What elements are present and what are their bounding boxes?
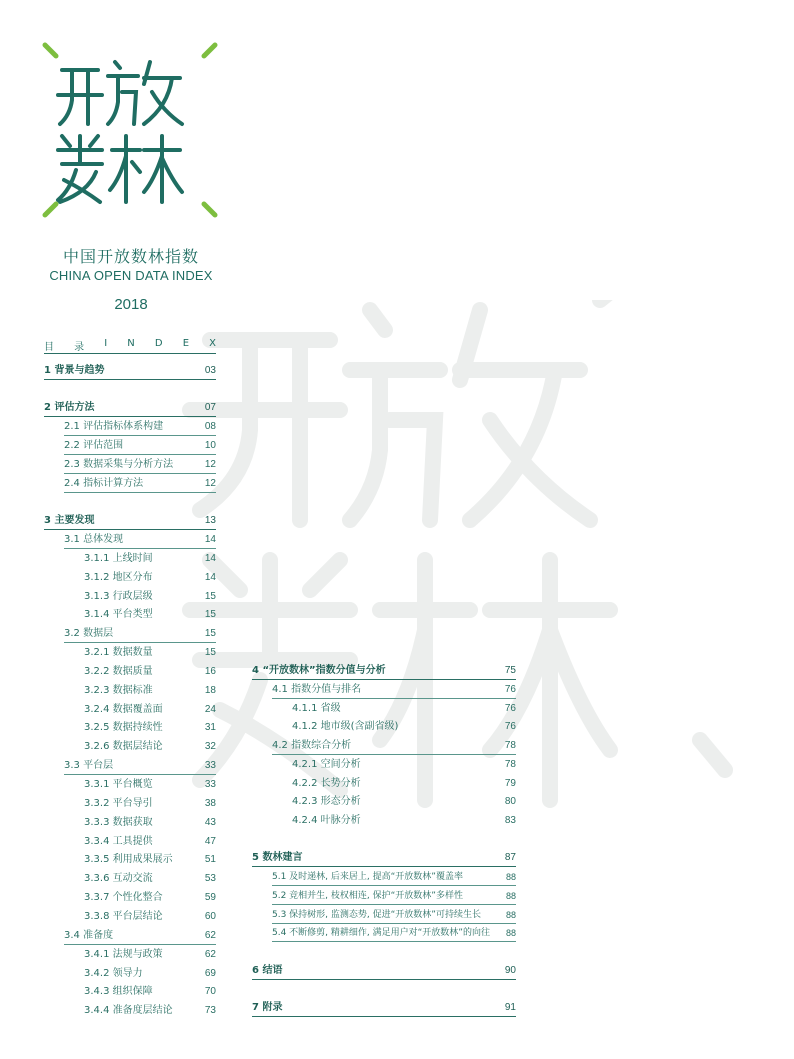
toc-entry[interactable] — [64, 625, 216, 643]
toc-entry[interactable] — [272, 924, 516, 942]
toc-entry-page: 14 — [204, 552, 216, 564]
toc-entry[interactable] — [84, 569, 216, 587]
toc-entry-page: 32 — [204, 741, 216, 753]
toc-entry-label: 3.3.6 互动交流 — [84, 873, 153, 885]
toc-entry-rule — [44, 416, 216, 417]
toc-heading-char: E — [182, 338, 190, 349]
toc-entry[interactable] — [84, 946, 216, 964]
toc-entry-page: 13 — [204, 515, 216, 527]
toc-entry-page: 12 — [204, 458, 216, 470]
toc-entry-label: 3.2.2 数据质量 — [84, 665, 153, 677]
toc-entry-page: 79 — [504, 777, 516, 789]
toc-entry[interactable] — [292, 793, 516, 811]
toc-entry-label: 2.4 指标计算方法 — [64, 477, 144, 489]
toc-entry[interactable] — [84, 644, 216, 662]
toc-entry-label: 4.1 指数分值与排名 — [272, 683, 362, 695]
toc-entry-label: 4.2.3 形态分析 — [292, 796, 361, 808]
toc-entry-page: 88 — [505, 909, 516, 920]
toc-entry-label: 3.3.4 工具提供 — [84, 835, 153, 847]
toc-entry-page: 87 — [504, 852, 516, 864]
toc-entry[interactable] — [84, 682, 216, 700]
toc-entry-page: 88 — [505, 890, 516, 901]
toc-entry-label: 4.2.1 空间分析 — [292, 758, 361, 770]
toc-entry[interactable] — [64, 531, 216, 549]
toc-entry-rule — [64, 473, 216, 474]
toc-heading-char: N — [127, 338, 135, 349]
toc-entry-page: 51 — [204, 854, 216, 866]
toc-entry[interactable] — [252, 999, 516, 1017]
toc-entry-page: 15 — [204, 628, 216, 640]
toc-entry[interactable] — [84, 965, 216, 983]
toc-entry-page: 78 — [504, 740, 516, 751]
toc-entry[interactable] — [272, 887, 516, 905]
toc-heading-char: D — [154, 338, 163, 349]
toc-entry-label: 4.1.2 地市级(含副省级) — [292, 721, 399, 733]
toc-entry[interactable] — [252, 962, 516, 980]
toc-entry-page: 33 — [204, 779, 216, 790]
toc-entry-page: 43 — [204, 816, 216, 828]
toc-entry[interactable] — [252, 849, 516, 867]
toc-entry-rule — [252, 979, 516, 980]
toc-entry[interactable] — [84, 983, 216, 1001]
toc-entry-page: 69 — [204, 967, 216, 979]
toc-entry-rule — [64, 454, 216, 455]
toc-entry-page: 15 — [204, 647, 216, 659]
toc-entry-page: 75 — [504, 665, 516, 676]
toc-entry[interactable] — [84, 814, 216, 832]
toc-entry-label: 3.3.1 平台概览 — [84, 779, 153, 790]
toc-entry-label: 3 主要发现 — [44, 515, 95, 527]
toc-heading-char: X — [209, 338, 216, 349]
toc-entry-label: 3.1 总体发现 — [64, 533, 124, 545]
toc-entry-label: 3.1.3 行政层级 — [84, 590, 153, 602]
toc-entry[interactable] — [84, 795, 216, 813]
toc-entry[interactable] — [272, 681, 516, 699]
toc-entry-label: 5.2 竞相并生, 枝权相连, 保护“开放数林”多样性 — [272, 890, 463, 901]
toc-entry[interactable] — [84, 719, 216, 737]
toc-entry-label: 4.2.2 长势分析 — [292, 777, 361, 789]
toc-entry-label: 2.1 评估指标体系构建 — [64, 421, 164, 433]
toc-entry-page: 18 — [204, 684, 216, 696]
toc-entry-rule — [64, 774, 216, 775]
toc-entry-page: 15 — [204, 609, 216, 621]
toc-entry-label: 3.3 平台层 — [64, 760, 114, 772]
toc-entry-label: 6 结语 — [252, 964, 283, 976]
toc-entry[interactable] — [84, 588, 216, 606]
toc-entry-page: 33 — [204, 760, 216, 772]
toc-entry[interactable] — [44, 362, 216, 380]
toc-entry-rule — [64, 548, 216, 549]
toc-entry-page: 70 — [204, 986, 216, 998]
toc-entry-rule — [64, 435, 216, 436]
toc-entry-page: 08 — [204, 421, 216, 433]
toc-entry-label: 3.4 准备度 — [64, 929, 114, 941]
toc-entry-label: 3.3.8 平台层结论 — [84, 910, 163, 922]
toc-entry[interactable] — [64, 437, 216, 455]
toc-entry[interactable] — [272, 737, 516, 755]
toc-entry[interactable] — [84, 550, 216, 568]
toc-entry-label: 3.2.5 数据持续性 — [84, 722, 163, 734]
toc-entry-label: 5.3 保持树形, 监测态势, 促进“开放数林”可持续生长 — [272, 909, 481, 920]
toc-entry-page: 60 — [204, 910, 216, 922]
toc-entry-label: 2.3 数据采集与分析方法 — [64, 458, 174, 470]
toc-entry-page: 14 — [204, 571, 216, 583]
toc-entry-rule — [64, 642, 216, 643]
toc-heading-rule — [44, 353, 216, 354]
toc-entry-label: 3.4.3 组织保障 — [84, 986, 153, 998]
title-chinese: 中国开放数林指数 — [62, 247, 199, 266]
toc-entry-label: 7 附录 — [252, 1001, 283, 1013]
toc-entry-page: 07 — [204, 402, 216, 414]
toc-entry[interactable] — [252, 662, 516, 680]
toc-entry-label: 3.1.2 地区分布 — [84, 571, 153, 583]
toc-entry-label: 3.2.6 数据层结论 — [84, 741, 163, 753]
toc-entry-label: 3.3.3 数据获取 — [84, 816, 153, 828]
toc-entry-rule — [252, 1016, 516, 1017]
toc-entry[interactable] — [64, 456, 216, 474]
toc-entry[interactable] — [84, 889, 216, 907]
toc-entry[interactable] — [84, 1002, 216, 1020]
toc-entry-page: 80 — [504, 796, 516, 808]
toc-entry-rule — [272, 941, 516, 942]
toc-entry-rule — [64, 492, 216, 493]
toc-entry-label: 3.2.1 数据数量 — [84, 647, 153, 659]
toc-entry-label: 3.1.4 平台类型 — [84, 609, 153, 621]
toc-entry-page: 90 — [504, 964, 516, 976]
toc-entry-label: 5.4 不断修剪, 精耕细作, 满足用户对“开放数林”的向往 — [272, 928, 490, 939]
toc-entry[interactable] — [64, 475, 216, 493]
toc-entry-label: 3.3.5 利用成果展示 — [84, 854, 173, 866]
toc-entry[interactable] — [44, 399, 216, 417]
toc-heading — [44, 338, 216, 353]
toc-entry-page: 76 — [504, 721, 516, 733]
title-year: 2018 — [114, 296, 148, 313]
toc-entry-label: 3.1.1 上线时间 — [84, 552, 153, 564]
toc-entry-page: 14 — [204, 533, 216, 545]
toc-entry-label: 4.2 指数综合分析 — [272, 740, 352, 751]
toc-entry[interactable] — [84, 701, 216, 719]
toc-entry-label: 3.4.2 领导力 — [84, 967, 143, 979]
toc-entry-page: 59 — [204, 892, 216, 904]
toc-entry-label: 3.2.3 数据标准 — [84, 684, 153, 696]
toc-entry[interactable] — [292, 718, 516, 736]
toc-entry-page: 53 — [204, 873, 216, 885]
toc-heading-char: 目 — [44, 342, 54, 353]
toc-entry-label: 5 数林建言 — [252, 852, 303, 864]
toc-entry-page: 88 — [505, 872, 516, 882]
toc-entry[interactable] — [84, 870, 216, 888]
toc-entry[interactable] — [84, 851, 216, 869]
toc-entry-page: 76 — [504, 702, 516, 714]
toc-entry[interactable] — [292, 775, 516, 793]
toc-entry[interactable] — [292, 812, 516, 830]
toc-entry-label: 3.2.4 数据覆盖面 — [84, 703, 163, 715]
toc-entry[interactable] — [84, 776, 216, 794]
toc-entry[interactable] — [272, 906, 516, 924]
toc-entry[interactable] — [64, 757, 216, 775]
toc-entry[interactable] — [44, 512, 216, 530]
toc-entry-rule — [44, 379, 216, 380]
toc-entry-label: 3.2 数据层 — [64, 628, 114, 640]
toc-entry-label: 2.2 评估范围 — [64, 440, 124, 452]
toc-heading-char: I — [104, 338, 108, 349]
toc-entry[interactable] — [84, 908, 216, 926]
toc-entry[interactable] — [84, 606, 216, 624]
toc-entry-page: 62 — [204, 948, 216, 960]
toc-entry-label: 3.3.7 个性化整合 — [84, 892, 163, 904]
toc-entry-label: 4 “开放数林”指数分值与分析 — [252, 665, 386, 676]
toc-entry-page: 47 — [204, 835, 216, 847]
toc-entry-page: 62 — [204, 929, 216, 941]
toc-entry[interactable] — [64, 927, 216, 945]
toc-entry-page: 91 — [504, 1001, 516, 1013]
toc-entry[interactable] — [292, 700, 516, 718]
toc-entry-label: 2 评估方法 — [44, 402, 95, 414]
toc-entry[interactable] — [84, 738, 216, 756]
toc-entry-label: 4.2.4 叶脉分析 — [292, 815, 361, 826]
toc-entry-page: 15 — [204, 590, 216, 602]
toc-entry-page: 12 — [204, 477, 216, 489]
toc-heading-char: 录 — [74, 342, 85, 353]
toc-entry[interactable] — [64, 418, 216, 436]
toc-entry-label: 3.4.1 法规与政策 — [84, 948, 163, 960]
toc-entry-page: 31 — [204, 722, 216, 734]
toc-entry-label: 4.1.1 省级 — [292, 702, 341, 714]
toc-entry-label: 5.1 及时递林, 后来居上, 提高“开放数林”覆盖率 — [272, 872, 463, 882]
toc-entry-label: 1 背景与趋势 — [44, 365, 105, 376]
toc-entry-page: 03 — [204, 365, 216, 376]
toc-entry-page: 24 — [204, 703, 216, 715]
toc-entry-page: 38 — [204, 797, 216, 809]
toc-entry[interactable] — [292, 756, 516, 774]
toc-entry-page: 73 — [204, 1005, 216, 1017]
toc-entry-page: 88 — [505, 928, 516, 939]
title-english: CHINA OPEN DATA INDEX — [49, 268, 213, 283]
toc-entry-rule — [64, 944, 216, 945]
toc-entry-page: 76 — [504, 683, 516, 695]
toc-entry[interactable] — [84, 663, 216, 681]
toc-entry[interactable] — [272, 868, 516, 886]
logo-open-data-forest — [40, 40, 220, 220]
toc-entry-page: 16 — [204, 665, 216, 677]
toc-entry-rule — [44, 529, 216, 530]
toc-entry-label: 3.3.2 平台导引 — [84, 797, 153, 809]
toc-entry-page: 83 — [504, 815, 516, 826]
toc-entry-page: 78 — [504, 758, 516, 770]
toc-entry-page: 10 — [204, 440, 216, 452]
toc-entry-label: 3.4.4 准备度层结论 — [84, 1005, 173, 1017]
toc-entry[interactable] — [84, 833, 216, 851]
